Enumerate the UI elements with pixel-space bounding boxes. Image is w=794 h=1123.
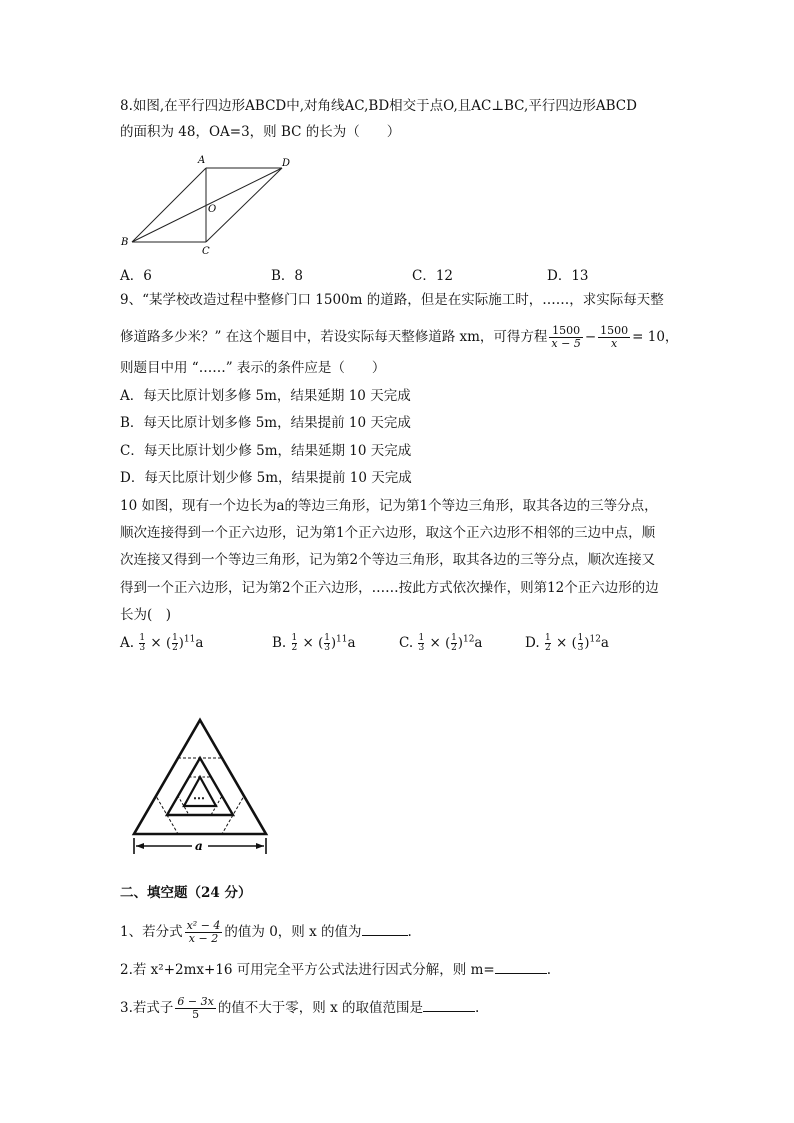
- coef-den: 2: [544, 643, 551, 653]
- s2-q1-den: x − 2: [185, 932, 223, 945]
- point-label-o: O: [208, 204, 217, 215]
- coef-den: 2: [291, 643, 298, 653]
- coef-den: 3: [139, 643, 146, 653]
- option-letter: C.: [399, 635, 414, 651]
- s2-q3-answer-blank[interactable]: [423, 999, 475, 1012]
- q9-frac2-den: x: [598, 337, 630, 350]
- s2-q3-post: 的值不大于零，则 x 的取值范围是: [217, 1000, 424, 1016]
- q9-line2-text: 修道路多少米？” 在这个题目中，若设实际每天整修道路 xm，可得方程: [120, 329, 548, 345]
- variable-a: a: [195, 635, 204, 651]
- s2-q3-den: 5: [175, 1008, 215, 1021]
- s2-q3-num: 6 − 3x: [177, 995, 214, 1008]
- q9-minus: −: [584, 329, 597, 345]
- figure-dots: ⋯: [193, 791, 205, 805]
- variable-a: a: [474, 635, 483, 651]
- q10-option-b: B. $\frac{1}{2}$ × ( $\frac{1}{3}$ )$^{11}$a: [272, 633, 356, 653]
- s2-q3-period: .: [475, 1000, 480, 1016]
- q9-option-d: D．每天比原计划少修 5m，结果提前 10 天完成: [120, 470, 412, 486]
- q8-parallelogram-figure: [118, 150, 298, 260]
- times-sign: ×: [302, 635, 314, 651]
- s2-q3: [120, 990, 479, 1026]
- coef-den: 3: [418, 643, 425, 653]
- exponent: 12: [462, 634, 475, 645]
- s2-q1: [120, 914, 412, 950]
- q8-line2: 的面积为 48，OA=3，则 BC 的长为（ ）: [120, 124, 401, 140]
- variable-a: a: [600, 635, 609, 651]
- base-num: 1: [451, 633, 457, 643]
- option-letter: D.: [525, 635, 540, 651]
- s2-q3-fraction: [175, 996, 215, 1021]
- base-num: 1: [172, 633, 178, 643]
- base-den: 3: [324, 643, 330, 653]
- q10-line4: 得到一个正六边形，记为第2个正六边形，……按此方式依次操作，则第12个正六边形的边: [120, 580, 659, 596]
- q9-line3: 则题目中用 “……” 表示的条件应是（ ）: [120, 360, 386, 376]
- variable-a: a: [347, 635, 356, 651]
- coef-num: 1: [139, 633, 146, 643]
- q9-fraction-2: [598, 325, 630, 350]
- exponent: 11: [183, 634, 196, 645]
- coef-fraction: [418, 634, 424, 653]
- s2-q1-post: 的值为 0，则 x 的值为: [224, 924, 362, 940]
- figure-label-a: a: [195, 839, 203, 853]
- q9-option-b: B．每天比原计划多修 5m，结果提前 10 天完成: [120, 415, 411, 431]
- coef-fraction: [139, 634, 145, 653]
- base-den: 2: [172, 643, 178, 653]
- q10-line1: 10 如图，现有一个边长为a的等边三角形，记为第1个等边三角形，取其各边的三等分点，: [120, 498, 658, 514]
- q10-option-c: C. $\frac{1}{3}$ × ( $\frac{1}{2}$ )$^{12}$a: [399, 633, 483, 653]
- exponent: 12: [589, 634, 601, 645]
- coef-fraction: [292, 634, 298, 653]
- coef-fraction: [545, 634, 551, 653]
- q9-frac1-num: 1500: [552, 324, 581, 337]
- base-fraction: [578, 634, 584, 653]
- s2-q1-pre: 1、若分式: [120, 924, 183, 940]
- point-label-b: B: [121, 237, 129, 248]
- q10-line2: 顺次连接得到一个正六边形，记为第1个正六边形，取这个正六边形不相邻的三边中点，顺: [120, 525, 656, 541]
- s2-q2: [120, 960, 551, 980]
- option-letter: A.: [120, 635, 135, 651]
- q10-option-d: D. $\frac{1}{2}$ × ( $\frac{1}{3}$ )$^{12}$a: [525, 633, 609, 653]
- point-label-c: C: [202, 246, 210, 257]
- exponent: 11: [336, 634, 348, 645]
- s2-q2-period: .: [546, 962, 551, 978]
- q9-option-a: A．每天比原计划多修 5m，结果延期 10 天完成: [120, 388, 411, 404]
- s2-q1-period: .: [407, 924, 412, 940]
- base-fraction: [451, 634, 457, 653]
- base-fraction: [172, 634, 178, 653]
- s2-q1-answer-blank[interactable]: [362, 923, 408, 936]
- q10-nested-triangle-figure: [126, 716, 274, 858]
- q8-line1: 8.如图,在平行四边形ABCD中,对角线AC,BD相交于点O,且AC⊥BC,平行四边形ABCD: [120, 98, 637, 114]
- q10-line3: 次连接又得到一个等边三角形，记为第2个等边三角形，取其各边的三等分点，顺次连接又: [120, 552, 656, 568]
- q9-frac2-num: 1500: [600, 324, 629, 337]
- q8-option-c: C．12: [412, 268, 454, 284]
- point-label-d: D: [282, 158, 291, 169]
- q8-option-d: D．13: [547, 268, 589, 284]
- q9-line1: 9、“某学校改造过程中整修门口 1500m 的道路，但是在实际施工时，……，求实际每天整: [120, 292, 664, 308]
- q8-option-a: A．6: [120, 268, 152, 284]
- q10-line5: 长为( ): [120, 607, 172, 623]
- q9-equals: = 10，: [632, 329, 679, 345]
- s2-q1-num: x² − 4: [186, 919, 221, 932]
- base-den: 2: [451, 643, 457, 653]
- times-sign: ×: [150, 635, 162, 651]
- point-label-a: A: [198, 155, 206, 166]
- coef-num: 1: [418, 633, 425, 643]
- q10-option-a: A. $\frac{1}{3}$ × ( $\frac{1}{2}$ )$^{11}$a: [120, 633, 204, 653]
- coef-num: 1: [544, 633, 551, 643]
- base-fraction: [324, 634, 330, 653]
- q9-fraction-1: [549, 325, 582, 350]
- q8-option-b: B．8: [271, 268, 304, 284]
- times-sign: ×: [429, 635, 441, 651]
- base-num: 1: [324, 633, 330, 643]
- q9-frac1-den: x − 5: [551, 337, 581, 350]
- base-num: 1: [577, 633, 584, 643]
- times-sign: ×: [555, 635, 568, 651]
- q9-option-c: C．每天比原计划少修 5m，结果延期 10 天完成: [120, 443, 412, 459]
- base-den: 3: [577, 643, 584, 653]
- s2-q1-fraction: [185, 920, 223, 945]
- s2-q3-pre: 3.若式子: [120, 1000, 174, 1016]
- option-letter: B.: [272, 635, 287, 651]
- s2-q2-text: 2.若 x²+2mx+16 可用完全平方公式法进行因式分解，则 m=: [120, 962, 495, 978]
- q9-line2: [120, 321, 678, 353]
- s2-q2-answer-blank[interactable]: [495, 961, 547, 974]
- section2-title: 二、填空题（24 分）: [120, 885, 252, 901]
- coef-num: 1: [291, 633, 298, 643]
